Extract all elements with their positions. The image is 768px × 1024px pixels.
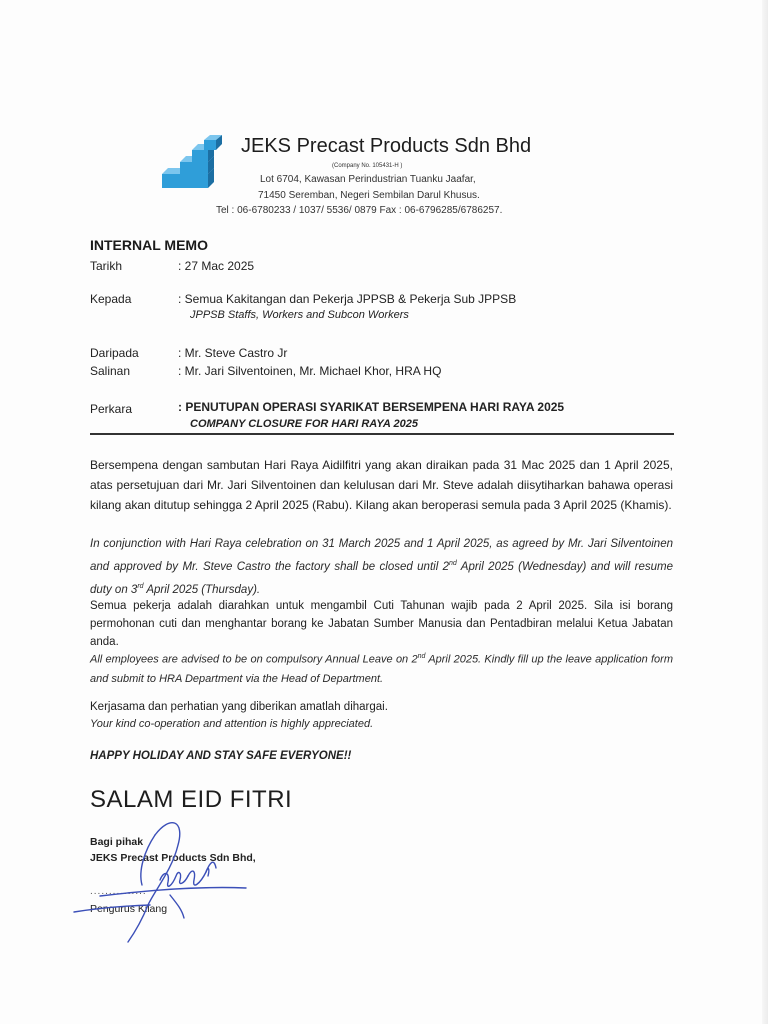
from-label: Daripada — [90, 346, 139, 360]
paragraph-2-english: All employees are advised to be on compulsory Annual Leave on 2nd April 2025. Kindly fill up the leave application form and submit to HRA Department via the Head of Department. — [90, 653, 673, 685]
signoff-company: JEKS Precast Products Sdn Bhd, — [90, 852, 256, 864]
to-value: : Semua Kakitangan dan Pekerja JPPSB & Pekerja Sub JPPSB — [178, 292, 517, 306]
address-line-1: Lot 6704, Kawasan Perindustrian Tuanku Jaafar, — [260, 174, 476, 185]
subject-label: Perkara — [90, 402, 133, 416]
paragraph-3-malay: Kerjasama dan perhatian yang diberikan amatlah dihargai. — [90, 701, 388, 713]
stairs-blocks-logo-icon — [160, 134, 226, 190]
page-edge-shadow — [762, 0, 768, 1024]
from-value: : Mr. Steve Castro Jr — [178, 346, 288, 360]
contact-line: Tel : 06-6780233 / 1037/ 5536/ 0879 Fax : 06-6796285/6786257. — [216, 205, 503, 216]
date-value: : 27 Mac 2025 — [178, 259, 255, 273]
date-label: Tarikh — [90, 259, 123, 273]
subject-value: : PENUTUPAN OPERASI SYARIKAT BERSEMPENA HARI RAYA 2025 — [178, 400, 565, 414]
memo-title: INTERNAL MEMO — [90, 237, 208, 253]
paragraph-2-malay: Semua pekerja adalah diarahkan untuk mengambil Cuti Tahunan wajib pada 2 April 2025. Sila isi borang permohonan cuti dan menghantar borang ke Jabatan Sumber Manusia dan Pentadbiran melalui Ketua Jabatan anda. — [90, 600, 673, 648]
happy-holiday-line: HAPPY HOLIDAY AND STAY SAFE EVERYONE!! — [90, 750, 352, 762]
cc-value: : Mr. Jari Silventoinen, Mr. Michael Khor, HRA HQ — [178, 364, 442, 378]
paragraph-3-english: Your kind co-operation and attention is highly appreciated. — [90, 718, 374, 730]
to-label: Kepada — [90, 292, 132, 306]
address-line-2: 71450 Seremban, Negeri Sembilan Darul Khusus. — [258, 190, 480, 201]
to-value-english: JPPSB Staffs, Workers and Subcon Workers — [190, 309, 409, 321]
company-number: (Company No. 105431-H ) — [332, 163, 403, 169]
paragraph-1-malay: Bersempena dengan sambutan Hari Raya Aidilfitri yang akan diraikan pada 31 Mac 2025 dan 1 April 2025, atas persetujuan dari Mr. Jari Silventoinen dan kelulusan dari Mr. Steve adalah diisytiharkan bahawa operasi kilang akan ditutup sehingga 2 April 2025 (Rabu). Kilang akan beroperasi semula pada 3 April 2025 (Khamis). — [90, 458, 673, 512]
on-behalf-label: Bagi pihak — [90, 836, 144, 848]
salam-eid-fitri-heading: SALAM EID FITRI — [90, 786, 293, 813]
header-divider — [90, 433, 674, 435]
handwritten-signature-icon — [60, 810, 260, 950]
company-name: JEKS Precast Products Sdn Bhd — [241, 135, 532, 157]
signature-dotted-line: ............... — [90, 886, 147, 897]
subject-value-english: COMPANY CLOSURE FOR HARI RAYA 2025 — [190, 418, 418, 430]
signatory-title: Pengurus Kilang — [90, 903, 168, 915]
paragraph-1-english: In conjunction with Hari Raya celebration on 31 March 2025 and 1 April 2025, as agreed by Mr. Jari Silventoinen and approved by Mr. Steve Castro the factory shall be closed until 2nd April 2025 (Wednesday) and will resume duty on 3rd April 2025 (Thursday). — [90, 538, 673, 596]
cc-label: Salinan — [90, 364, 131, 378]
